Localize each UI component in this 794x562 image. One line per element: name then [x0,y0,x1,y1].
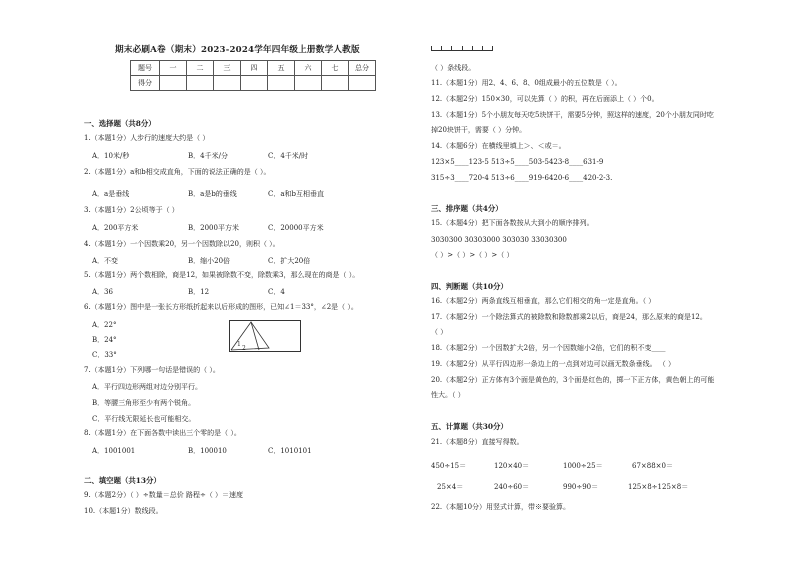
option-b: B．缩小20倍 [188,257,231,265]
angle-2-label: 2 [242,345,246,352]
section-heading-sort: 三、排序题（共4分） [431,204,503,213]
tick-mark [451,46,452,50]
score-header-cell: 七 [322,61,349,76]
calc-item: 67×88×0＝ [632,462,673,470]
tick-mark [441,46,442,50]
question-20: 20.（本题2分）正方体有3个面是黄色的，3个面是红色的，掷一下正方体，黄色朝上的可能 [431,376,715,384]
option-c: C．4 [268,288,285,296]
option-a: A．200平方米 [92,224,139,232]
score-cell[interactable] [349,76,376,91]
calc-item: 1000÷25＝ [563,462,603,470]
score-header-cell: 五 [268,61,295,76]
score-header-cell: 总分 [349,61,376,76]
option-a: A．36 [92,288,113,296]
question-17-answer: （ ） [431,328,448,336]
score-cell[interactable] [322,76,349,91]
section-heading-choice: 一、选择题（共8分） [84,119,156,128]
question-10-answer: （ ）条线段。 [431,64,476,72]
option-b: B．4千米/分 [188,152,228,160]
option-a: A．不变 [92,257,119,265]
option-c: C．1010101 [268,447,312,455]
question-13-continued: 掉20块饼干，需要（ ）分钟。 [431,126,527,134]
option-a: A．1001001 [92,447,136,455]
question-22: 22.（本题10分）用竖式计算，带※要验算。 [431,503,571,511]
question-18: 18.（本题2分）一个因数扩大2倍，另一个因数缩小2倍，它们的积不变____ [431,344,666,352]
question-12: 12.（本题2分）150×30，可以先算（ ）的积，再在后面添上（ ）个0。 [431,95,659,103]
option-c: C．20000平方米 [268,224,324,232]
option-c: C．平行线无限延长也可能相交。 [92,415,196,423]
question-17: 17.（本题2分）一个除法算式的被除数和除数都乘2以后，商是24，那么原来的商是12。 [431,313,707,321]
question-13: 13.（本题1分）5个小朋友每天吃5块饼干，需要5分钟，照这样的速度，20个小朋友同时吃 [431,111,714,119]
section-heading-fill: 二、填空题（共13分） [84,476,161,485]
score-cell[interactable] [214,76,241,91]
calc-item: 240÷60＝ [494,483,530,491]
question-3: 3.（本题1分）2公顷等于（ ） [84,206,179,214]
calc-item: 990÷90＝ [563,483,599,491]
score-header-cell: 三 [214,61,241,76]
question-4: 4.（本题1分）一个因数乘20，另一个因数除以20，则积（ ）。 [84,240,280,248]
section-heading-calc: 五、计算题（共30分） [431,422,508,431]
option-a: A．a是垂线 [92,190,130,198]
score-header-cell: 题号 [131,61,160,76]
option-b: B．100010 [188,447,227,455]
score-input-row [131,76,376,91]
angle-1-label: 1 [237,341,241,348]
option-b: B．24° [92,336,117,344]
score-cell[interactable] [295,76,322,91]
question-5: 5.（本题1分）两个数相除，商是12，如果被除数不变，除数乘3，那么现在的商是（ ）。 [84,271,360,279]
page-title: 期末必刷A卷（期末）2023-2024学年四年级上册数学人教版 [115,45,360,55]
question-21: 21.（本题8分）直接写得数。 [431,438,524,446]
calc-item: 450÷15＝ [431,462,467,470]
question-14-row-2: 315÷3____720-4 513÷6____919-6420-6____420-2-3. [431,174,613,182]
option-b: B．a是b的垂线 [188,190,237,198]
question-9: 9.（本题2分）（ ）÷数量＝总价 路程÷（ ）＝速度 [84,491,244,499]
question-1: 1.（本题1分）人步行的速度大约是（ ） [84,134,210,142]
score-cell[interactable] [241,76,268,91]
calc-item: 120×40＝ [494,462,530,470]
score-cell[interactable] [268,76,295,91]
segment-ruler-figure [431,45,493,51]
option-c: C．a和b互相垂直 [268,190,325,198]
question-15: 15.（本题4分）把下面各数按从大到小的顺序排列。 [431,219,594,227]
folded-rectangle-figure [229,320,301,352]
option-a: A．22° [92,321,117,329]
tick-mark [462,46,463,50]
option-c: C．33° [92,351,117,359]
question-14: 14.（本题6分）在横线里填上＞、＜或＝。 [431,142,566,150]
section-heading-judge: 四、判断题（共10分） [431,282,508,291]
option-a: A．10米/秒 [92,152,130,160]
question-20-continued: 性大。（ ） [431,391,465,399]
score-header-row [131,61,376,76]
question-19: 19.（本题2分）从平行四边形一条边上的一点到对边可以画无数条垂线。 （ ） [431,360,676,368]
tick-mark [492,46,493,50]
score-header-cell: 四 [241,61,268,76]
score-table [130,60,376,91]
fold-diagram [229,320,301,352]
tick-mark [482,46,483,50]
question-2: 2.（本题1分）a和b相交成直角，下面的说法正确的是（ ）。 [84,168,271,176]
score-header-cell: 二 [187,61,214,76]
question-7: 7.（本题1分）下列哪一句话是错误的（ ）。 [84,366,220,374]
question-8: 8.（本题1分）在下面各数中读出三个零的是（ ）。 [84,429,241,437]
score-cell[interactable] [187,76,214,91]
option-c: C．4千米/时 [268,152,309,160]
option-c: C．扩大20倍 [268,257,311,265]
question-11: 11.（本题1分）用2、4、6、8、0组成最小的五位数是（ ）。 [431,79,622,87]
option-b: B．12 [188,288,210,296]
option-b: B．等腰三角形至少有两个锐角。 [92,399,196,407]
question-16: 16.（本题2分）两条直线互相垂直，那么它们相交的角一定是直角。（ ） [431,297,656,305]
score-header-cell: 六 [295,61,322,76]
question-14-row-1: 123×5____123-5 513÷5____503-5423-8____631-9 [431,158,604,166]
score-header-cell: 一 [160,61,187,76]
calc-item: 125×8÷125×8＝ [628,483,689,491]
option-a: A．平行四边形两组对边分别平行。 [92,383,203,391]
score-cell[interactable] [160,76,187,91]
calc-item: 25×4＝ [437,483,464,491]
tick-mark [472,46,473,50]
question-6: 6.（本题1分）图中是一张长方形纸折起来以后形成的图形，已知∠1＝33°，∠2是（ ）。 [84,303,358,311]
question-15-answer: （ ）>（ ）>（ ）>（ ） [431,251,514,259]
option-b: B．2000平方米 [188,224,239,232]
score-row-label: 得分 [131,76,160,91]
tick-mark [431,46,432,50]
question-10: 10.（本题1分）数线段。 [84,507,163,515]
question-15-numbers: 3030300 30303000 303030 33030300 [431,236,567,244]
